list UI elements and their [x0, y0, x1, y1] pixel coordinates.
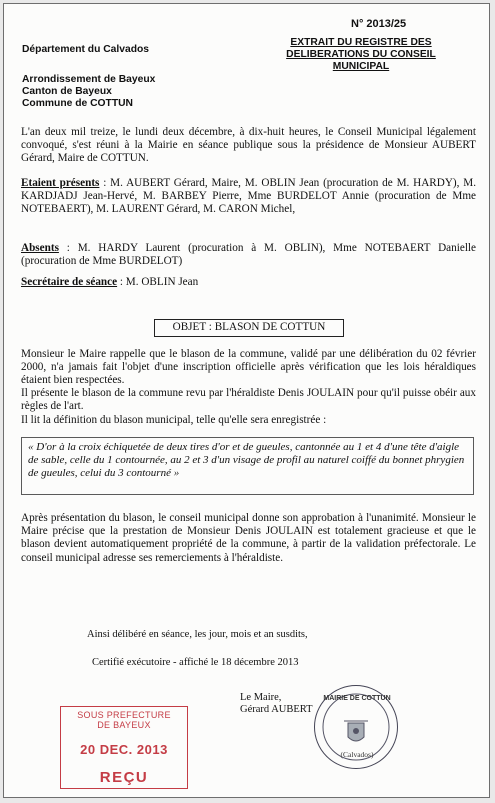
secretary-name: : M. OBLIN Jean: [117, 276, 199, 288]
canton-label: Canton de Bayeux: [22, 86, 112, 98]
intro-paragraph: L'an deux mil treize, le lundi deux décembre, à dix-huit heures, le Conseil Municipal légalement convoqué, s'est réuni à la Mairie en séance publique sous la présidence de Monsieur AUBERT Gérard, Maire de COTTUN.: [21, 126, 476, 165]
present-paragraph: [21, 177, 476, 217]
present-list: : M. AUBERT Gérard, Maire, M. OBLIN Jean (procuration de M. HARDY), M. KARDJADJ Jean-Hervé, M. BARBEY Pierre, Mme BURDELOT Annie (procuration de Mme NOTEBAERT), M. LAURENT Gérard, M. CARON Michel,: [21, 177, 477, 216]
department-label: Département du Calvados: [22, 44, 150, 55]
stamp-line1: SOUS PREFECTURE: [77, 710, 171, 720]
document-number: N° 2013/25: [351, 18, 407, 30]
mayor-label: Le Maire,: [240, 692, 282, 703]
extract-title-line2: DELIBERATIONS DU CONSEIL MUNICIPAL: [286, 49, 436, 73]
commune-label: Commune de COTTUN: [22, 98, 133, 110]
administrative-block: [22, 74, 155, 111]
secretary-label: Secrétaire de séance: [21, 276, 118, 288]
absent-label: Absents: [21, 242, 59, 254]
paragraph-history: Monsieur le Maire rappelle que le blason de la commune, validé par une délibération du 02 février 2000, n'a jamais fait l'objet d'une inscription officielle après vérification que les lois héraldiques étaient bien respectées.: [21, 348, 476, 387]
object-title: OBJET : BLASON DE COTTUN: [154, 319, 344, 337]
extract-title: [266, 37, 456, 74]
seal-bottom-text: (Calvados): [340, 750, 374, 759]
stamp-date: 20 DEC. 2013: [80, 742, 168, 757]
extract-title-line1: EXTRAIT DU REGISTRE DES: [290, 37, 432, 48]
deliberation-closing: Ainsi délibéré en séance, les jour, mois et an susdits,: [87, 629, 308, 640]
present-label: Etaient présents: [21, 177, 100, 189]
mayor-seal: [314, 685, 398, 769]
paragraph-approval: Après présentation du blason, le conseil municipal donne son approbation à l'unanimité. Monsieur le Maire précise que la prestation de Monsieur Denis JOULAIN est totalement gracieuse et que le blason devient automatiquement propriété de la commune, à partir de la validation préfectorale. Le conseil municipal adresse ses remerciements à l'héraldiste.: [21, 512, 476, 564]
mayor-name: Gérard AUBERT: [240, 704, 313, 715]
absent-list: : M. HARDY Laurent (procuration à M. OBLIN), Mme NOTEBAERT Danielle (procuration de Mme BURDELOT): [21, 242, 476, 268]
paragraph-definition-intro: Il lit la définition du blason municipal, telle qu'elle sera enregistrée :: [21, 414, 327, 426]
document-page: [3, 3, 490, 798]
prefecture-received-stamp: [60, 706, 188, 789]
absent-paragraph: [21, 242, 476, 268]
paragraph-heraldist: Il présente le blason de la commune revu par l'héraldiste Denis JOULAIN pour qu'il puisse obéir aux règles de l'art.: [21, 387, 476, 413]
stamp-received: REÇU: [99, 769, 149, 786]
seal-top-text: MAIRIE DE COTTUN: [323, 695, 391, 702]
blazon-definition: « D'or à la croix échiquetée de deux tires d'or et de gueules, cantonnée au 1 et 4 d'une tête d'aigle de sable, celle du 1 contournée, au 2 et 3 d'un visage de profil au naturel coiffé du bonnet phrygien de gueules, celui du 3 contourné »: [21, 437, 474, 495]
stamp-line2: DE BAYEUX: [97, 720, 151, 730]
mayor-signature-block: [240, 692, 313, 716]
certification-line: Certifié exécutoire - affiché le 18 décembre 2013: [92, 657, 299, 668]
secretary-paragraph: [21, 276, 476, 289]
arrondissement-label: Arrondissement de Bayeux: [22, 74, 156, 85]
